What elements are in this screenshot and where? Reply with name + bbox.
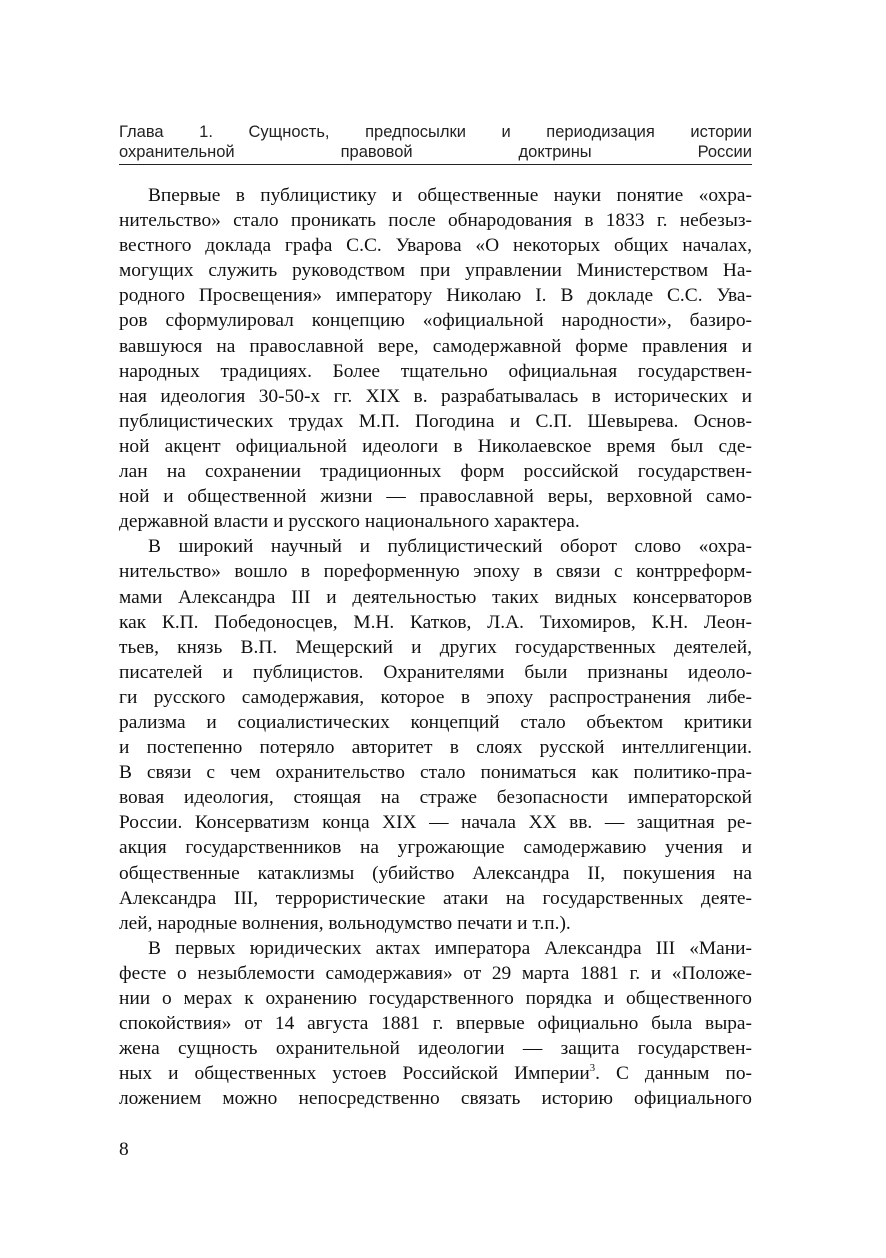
text-line: ров сформулировал концепцию «официальной народности», базиро- — [119, 310, 752, 332]
text-line: рализма и социалистических концепций стало объектом критики — [119, 711, 752, 733]
text-line: публицистических трудах М.П. Погодина и С.П. Шевырева. Основ- — [119, 410, 752, 432]
text-line: нии о мерах к охранению государственного порядка и общественного — [119, 988, 752, 1009]
text-line: вовая идеология, стоящая на страже безопасности императорской — [119, 787, 752, 809]
text-line: Впервые в публицистику и общественные науки понятие «охра- — [148, 185, 752, 206]
text-line: ной и общественной жизни — православной веры, верховной само- — [119, 486, 752, 508]
text-line: нительство» стало проникать после обнародования в 1833 г. небезыз- — [119, 210, 752, 232]
text-line: общественные катаклизмы (убийство Александра II, покушения на — [119, 862, 752, 884]
footnote-reference: 3 — [589, 1062, 596, 1075]
text-line: В широкий научный и публицистический оборот слово «охра- — [148, 536, 752, 558]
text-line: ложением можно непосредственно связать историю официального — [119, 1088, 752, 1110]
text-line: лей, народные волнения, вольнодумство печати и т.п.). — [119, 912, 571, 934]
text-line: тьев, князь В.П. Мещерский и других государственных деятелей, — [119, 636, 752, 658]
text-line: державной власти и русского национального характера. — [119, 511, 580, 533]
paragraph — [119, 534, 752, 936]
body-text — [119, 183, 752, 1111]
text-line: ги русского самодержавия, которое в эпоху распространения либе- — [119, 686, 752, 708]
text-line: лан на сохранении традиционных форм российской государствен- — [119, 461, 752, 483]
header-rule — [119, 164, 752, 165]
text-segment: ных и общественных устоев Российской Империи — [119, 1063, 590, 1085]
paragraph — [119, 183, 752, 534]
text-line: вавшуюся на православной вере, самодержавной форме правления и — [119, 335, 752, 357]
text-line: писателей и публицистов. Охранителями были признаны идеоло- — [119, 661, 752, 683]
text-line: жена сущность охранительной идеологии — защита государствен- — [119, 1038, 752, 1060]
text-line: ная идеология 30-50-х гг. XIX в. разрабатывалась в исторических и — [119, 385, 752, 407]
text-line-with-footnote — [119, 1061, 752, 1086]
text-line: спокойствия» от 14 августа 1881 г. впервые официально была выра- — [119, 1013, 752, 1035]
text-line: Александра III, террористические атаки на государственных деяте- — [119, 887, 752, 909]
text-line: родного Просвещения» императору Николаю I. В докладе С.С. Ува- — [119, 285, 752, 307]
text-line: В связи с чем охранительство стало пониматься как политико-пра- — [119, 762, 752, 784]
paragraph — [119, 936, 752, 1112]
running-head-line: охранительной правовой доктрины России — [119, 143, 752, 161]
text-line: фесте о незыблемости самодержавия» от 29 марта 1881 г. и «Положе- — [119, 962, 752, 984]
text-line: народных традициях. Более тщательно официальная государствен- — [119, 360, 752, 382]
text-segment: . С данным по- — [595, 1063, 752, 1085]
text-line: нительство» вошло в пореформенную эпоху в связи с контрреформ- — [119, 561, 752, 583]
text-line: вестного доклада графа С.С. Уварова «О некоторых общих началах, — [119, 235, 752, 257]
running-head-line: Глава 1. Сущность, предпосылки и периодизация истории — [119, 123, 752, 141]
page-number: 8 — [119, 1139, 129, 1160]
text-line: и постепенно потеряло авторитет в слоях русской интеллигенции. — [119, 737, 752, 759]
text-line: акция государственников на угрожающие самодержавию учения и — [119, 837, 752, 859]
text-line: России. Консерватизм конца XIX — начала XX вв. — защитная ре- — [119, 812, 752, 834]
text-line: могущих служить руководством при управлении Министерством На- — [119, 260, 752, 282]
text-line: как К.П. Победоносцев, М.Н. Катков, Л.А. Тихомиров, К.Н. Леон- — [119, 611, 752, 633]
running-head — [119, 122, 752, 162]
text-line: ной акцент официальной идеологи в Николаевское время был сде- — [119, 435, 752, 457]
text-line: В первых юридических актах императора Александра III «Мани- — [148, 937, 752, 959]
text-line: мами Александра III и деятельностью таких видных консерваторов — [119, 586, 752, 608]
